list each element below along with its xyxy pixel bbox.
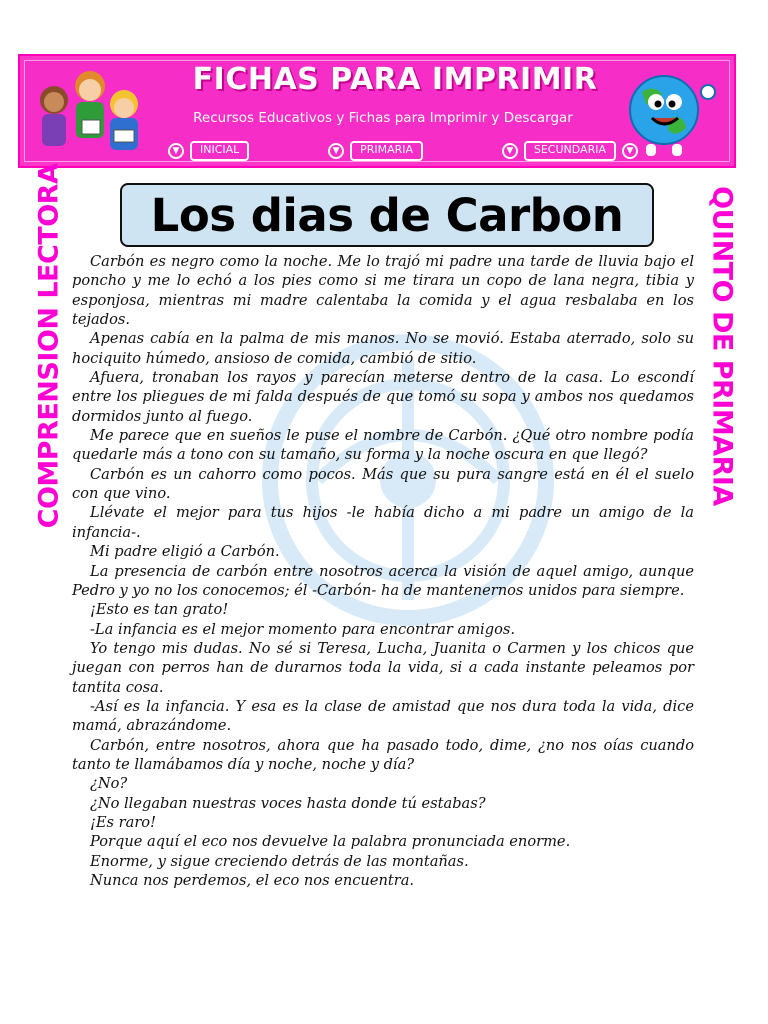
page-title-box [120, 183, 654, 247]
nav-inicial[interactable] [168, 141, 249, 161]
download-icon: ▼ [622, 143, 638, 159]
story-paragraph: Carbón es negro como la noche. Me lo trajó mi padre una tarde de lluvia bajo el poncho y me lo echó a los pies como si me tirara un copo de lana negra, tibia y esponjosa, mientras mi madre calentaba la comida y el agua resbalaba en los tejados. [72, 253, 694, 329]
story-paragraph: ¿No? [90, 775, 128, 793]
comprension-lectora-label: COMPRENSION LECTORA [33, 163, 65, 529]
story-paragraph: Mi padre eligió a Carbón. [90, 543, 280, 561]
story-paragraph: ¡Esto es tan grato! [90, 601, 229, 619]
nav-secundaria-button[interactable]: SECUNDARIA [524, 141, 616, 161]
brand-subtitle: Recursos Educativos y Fichas para Imprimir y Descargar [193, 110, 573, 126]
nav-primaria-button[interactable]: PRIMARIA [350, 141, 423, 161]
story-paragraph: Nunca nos perdemos, el eco nos encuentra. [90, 872, 415, 889]
children-illustration [30, 60, 150, 164]
story-paragraph: La presencia de carbón entre nosotros acerca la visión de aquel amigo, aunque Pedro y yo no los conocemos; él -Carbón- ha de mantenernos unidos para siempre. [72, 562, 694, 599]
story-paragraph: Apenas cabía en la palma de mis manos. No se movió. Estaba aterrado, solo su hociquito húmedo, ansioso de comida, cambió de sitio. [72, 330, 694, 367]
story-paragraph: -Así es la infancia. Y esa es la clase de amistad que nos dura toda la vida, dice mamá, abrazándome. [72, 697, 694, 735]
brand-title: FICHAS PARA IMPRIMIR [192, 62, 598, 97]
download-icon: ▼ [168, 143, 184, 159]
story-text [72, 252, 694, 890]
download-icon: ▼ [328, 143, 344, 159]
grade-label: QUINTO DE PRIMARIA [706, 186, 738, 506]
story-paragraph: Afuera, tronaban los rayos y parecían meterse dentro de la casa. Lo escondí entre los pliegues de mi falda después de que tomó su sopa y ambos nos quedamos dormidos junto al fuego. [72, 369, 694, 425]
story-paragraph: ¡Es raro! [90, 813, 156, 831]
nav-inicial-button[interactable]: INICIAL [190, 141, 249, 161]
header-banner [18, 54, 736, 168]
download-icon: ▼ [502, 143, 518, 159]
story-paragraph: ¿No llegaban nuestras voces hasta donde tú estabas? [90, 794, 486, 812]
page-title: Los dias de Carbon [150, 188, 624, 242]
nav-primaria[interactable] [328, 141, 423, 161]
side-label-right [704, 186, 740, 506]
level-nav [168, 140, 638, 162]
story-paragraph: Carbón, entre nosotros, ahora que ha pasado todo, dime, ¿no nos oías cuando tanto te llamábamos día y noche, noche y día? [72, 736, 694, 773]
story-paragraph: Llévate el mejor para tus hijos -le había dicho a mi padre un amigo de la infancia-. [72, 504, 694, 541]
story-paragraph: -La infancia es el mejor momento para encontrar amigos. [90, 620, 515, 638]
story-paragraph: Me parece que en sueños le puse el nombre de Carbón. ¿Qué otro nombre podía quedarle más a tono con su tamaño, su forma y la noche oscura en que llegó? [72, 427, 694, 464]
side-label-left [32, 163, 66, 529]
story-paragraph: Enorme, y sigue creciendo detrás de las montañas. [90, 852, 469, 870]
story-paragraph: Yo tengo mis dudas. No sé si Teresa, Lucha, Juanita o Carmen y los chicos que juegan con perros han de durarnos toda la vida, si a cada instante peleamos por tantita cosa. [72, 639, 694, 696]
story-paragraph: Carbón es un cahorro como pocos. Más que su pura sangre está en él el suelo con que vino. [72, 465, 694, 503]
globe-mascot-icon [616, 62, 726, 162]
story-paragraph: Porque aquí el eco nos devuelve la palabra pronunciada enorme. [90, 833, 571, 851]
